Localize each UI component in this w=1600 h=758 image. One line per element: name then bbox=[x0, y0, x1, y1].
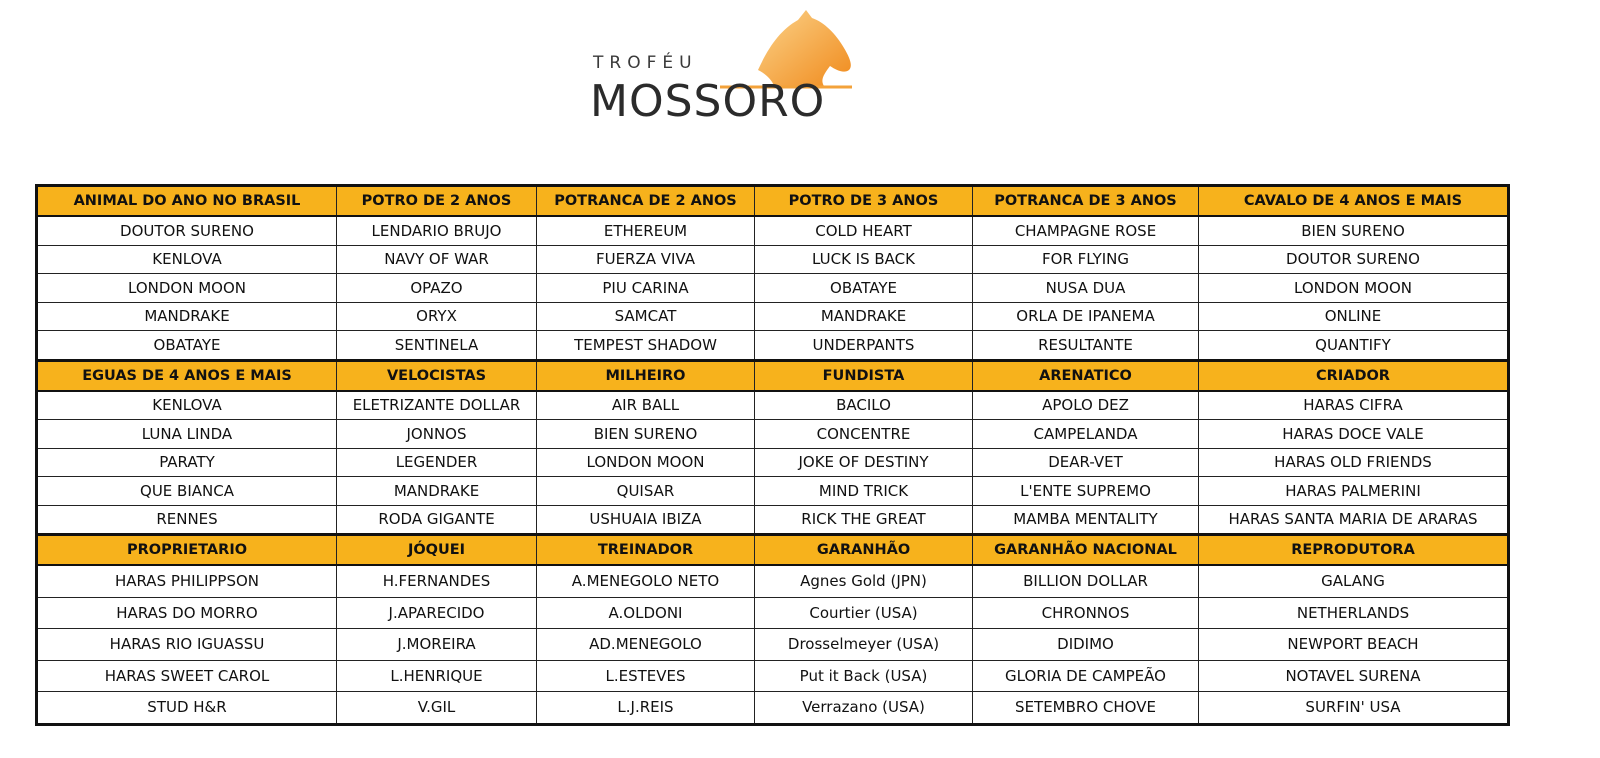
category-header: REPRODUTORA bbox=[1199, 535, 1509, 566]
table-cell: J.MOREIRA bbox=[337, 629, 537, 661]
table-cell: APOLO DEZ bbox=[973, 391, 1199, 420]
logo bbox=[590, 8, 860, 128]
table-cell: KENLOVA bbox=[37, 391, 337, 420]
table-cell: HARAS PHILIPPSON bbox=[37, 565, 337, 597]
category-header: GARANHÃO NACIONAL bbox=[973, 535, 1199, 566]
table-cell: MANDRAKE bbox=[755, 302, 973, 331]
category-header: ANIMAL DO ANO NO BRASIL bbox=[37, 186, 337, 217]
table-cell: GALANG bbox=[1199, 565, 1509, 597]
table-cell: COLD HEART bbox=[755, 216, 973, 245]
category-header: MILHEIRO bbox=[537, 360, 755, 391]
table-cell: TEMPEST SHADOW bbox=[537, 331, 755, 361]
table-cell: ETHEREUM bbox=[537, 216, 755, 245]
table-cell: STUD H&R bbox=[37, 692, 337, 725]
table-cell: MANDRAKE bbox=[337, 477, 537, 506]
category-header: VELOCISTAS bbox=[337, 360, 537, 391]
table-cell: HARAS DOCE VALE bbox=[1199, 420, 1509, 449]
table-cell: RESULTANTE bbox=[973, 331, 1199, 361]
table-row bbox=[37, 391, 1509, 420]
table-cell: NEWPORT BEACH bbox=[1199, 629, 1509, 661]
table-row bbox=[37, 505, 1509, 535]
table-cell: BILLION DOLLAR bbox=[973, 565, 1199, 597]
table-cell: HARAS RIO IGUASSU bbox=[37, 629, 337, 661]
table-cell: ONLINE bbox=[1199, 302, 1509, 331]
table-cell: JONNOS bbox=[337, 420, 537, 449]
table-cell: CHRONNOS bbox=[973, 597, 1199, 629]
table-cell: HARAS PALMERINI bbox=[1199, 477, 1509, 506]
table-row bbox=[37, 331, 1509, 361]
category-header: CAVALO DE 4 ANOS E MAIS bbox=[1199, 186, 1509, 217]
table-cell: Verrazano (USA) bbox=[755, 692, 973, 725]
table-cell: A.MENEGOLO NETO bbox=[537, 565, 755, 597]
category-header: FUNDISTA bbox=[755, 360, 973, 391]
table-cell: NUSA DUA bbox=[973, 274, 1199, 303]
logo-main-text: MOSSORO bbox=[590, 76, 826, 127]
table-cell: QUISAR bbox=[537, 477, 755, 506]
section-2 bbox=[37, 360, 1509, 535]
table-cell: SENTINELA bbox=[337, 331, 537, 361]
table-cell: QUANTIFY bbox=[1199, 331, 1509, 361]
table-cell: A.OLDONI bbox=[537, 597, 755, 629]
section-header-row bbox=[37, 360, 1509, 391]
table-row bbox=[37, 274, 1509, 303]
table-cell: MIND TRICK bbox=[755, 477, 973, 506]
table-cell: LONDON MOON bbox=[1199, 274, 1509, 303]
table-row bbox=[37, 629, 1509, 661]
table-cell: LONDON MOON bbox=[37, 274, 337, 303]
category-header: POTRO DE 2 ANOS bbox=[337, 186, 537, 217]
table-cell: CAMPELANDA bbox=[973, 420, 1199, 449]
table-cell: RICK THE GREAT bbox=[755, 505, 973, 535]
table-cell: BIEN SURENO bbox=[537, 420, 755, 449]
table-row bbox=[37, 660, 1509, 692]
table-cell: OBATAYE bbox=[755, 274, 973, 303]
section-3 bbox=[37, 535, 1509, 725]
table-cell: QUE BIANCA bbox=[37, 477, 337, 506]
table-cell: Courtier (USA) bbox=[755, 597, 973, 629]
table-cell: OPAZO bbox=[337, 274, 537, 303]
table-cell: LEGENDER bbox=[337, 448, 537, 477]
table-cell: LUNA LINDA bbox=[37, 420, 337, 449]
table-cell: HARAS OLD FRIENDS bbox=[1199, 448, 1509, 477]
table-cell: L.J.REIS bbox=[537, 692, 755, 725]
category-header: GARANHÃO bbox=[755, 535, 973, 566]
category-header: POTRO DE 3 ANOS bbox=[755, 186, 973, 217]
table-cell: Put it Back (USA) bbox=[755, 660, 973, 692]
table-cell: FUERZA VIVA bbox=[537, 245, 755, 274]
table-row bbox=[37, 245, 1509, 274]
table-cell: ELETRIZANTE DOLLAR bbox=[337, 391, 537, 420]
table-cell: ORLA DE IPANEMA bbox=[973, 302, 1199, 331]
logo-top-text: TROFÉU bbox=[593, 53, 698, 73]
table-cell: BACILO bbox=[755, 391, 973, 420]
table-cell: NAVY OF WAR bbox=[337, 245, 537, 274]
table-cell: AIR BALL bbox=[537, 391, 755, 420]
section-header-row bbox=[37, 535, 1509, 566]
awards-table bbox=[35, 184, 1510, 726]
table-cell: PARATY bbox=[37, 448, 337, 477]
table-cell: USHUAIA IBIZA bbox=[537, 505, 755, 535]
table-cell: J.APARECIDO bbox=[337, 597, 537, 629]
category-header: TREINADOR bbox=[537, 535, 755, 566]
table-row bbox=[37, 216, 1509, 245]
table-cell: NOTAVEL SURENA bbox=[1199, 660, 1509, 692]
category-header: ARENATICO bbox=[973, 360, 1199, 391]
table-cell: LONDON MOON bbox=[537, 448, 755, 477]
table-cell: HARAS CIFRA bbox=[1199, 391, 1509, 420]
table-cell: RENNES bbox=[37, 505, 337, 535]
table-cell: AD.MENEGOLO bbox=[537, 629, 755, 661]
table-cell: BIEN SURENO bbox=[1199, 216, 1509, 245]
section-1 bbox=[37, 186, 1509, 361]
table-cell: LUCK IS BACK bbox=[755, 245, 973, 274]
table-cell: L'ENTE SUPREMO bbox=[973, 477, 1199, 506]
table-cell: SAMCAT bbox=[537, 302, 755, 331]
table-cell: RODA GIGANTE bbox=[337, 505, 537, 535]
table-cell: MAMBA MENTALITY bbox=[973, 505, 1199, 535]
table-cell: DIDIMO bbox=[973, 629, 1199, 661]
table-cell: Agnes Gold (JPN) bbox=[755, 565, 973, 597]
table-row bbox=[37, 420, 1509, 449]
table-cell: MANDRAKE bbox=[37, 302, 337, 331]
category-header: JÓQUEI bbox=[337, 535, 537, 566]
table-cell: PIU CARINA bbox=[537, 274, 755, 303]
table-cell: V.GIL bbox=[337, 692, 537, 725]
table-cell: SETEMBRO CHOVE bbox=[973, 692, 1199, 725]
table-cell: GLORIA DE CAMPEÃO bbox=[973, 660, 1199, 692]
table-cell: H.FERNANDES bbox=[337, 565, 537, 597]
table-row bbox=[37, 448, 1509, 477]
table-cell: KENLOVA bbox=[37, 245, 337, 274]
category-header: POTRANCA DE 2 ANOS bbox=[537, 186, 755, 217]
section-header-row bbox=[37, 186, 1509, 217]
category-header: EGUAS DE 4 ANOS E MAIS bbox=[37, 360, 337, 391]
table-row bbox=[37, 692, 1509, 725]
table-cell: HARAS SANTA MARIA DE ARARAS bbox=[1199, 505, 1509, 535]
table-cell: L.ESTEVES bbox=[537, 660, 755, 692]
table-row bbox=[37, 302, 1509, 331]
table-cell: SURFIN' USA bbox=[1199, 692, 1509, 725]
table-cell: Drosselmeyer (USA) bbox=[755, 629, 973, 661]
table-row bbox=[37, 597, 1509, 629]
table-cell: LENDARIO BRUJO bbox=[337, 216, 537, 245]
table-cell: UNDERPANTS bbox=[755, 331, 973, 361]
table-row bbox=[37, 477, 1509, 506]
table-cell: HARAS DO MORRO bbox=[37, 597, 337, 629]
table-cell: CONCENTRE bbox=[755, 420, 973, 449]
table-cell: CHAMPAGNE ROSE bbox=[973, 216, 1199, 245]
table-cell: OBATAYE bbox=[37, 331, 337, 361]
table-cell: HARAS SWEET CAROL bbox=[37, 660, 337, 692]
table-cell: DOUTOR SURENO bbox=[1199, 245, 1509, 274]
table-cell: JOKE OF DESTINY bbox=[755, 448, 973, 477]
table-cell: FOR FLYING bbox=[973, 245, 1199, 274]
category-header: PROPRIETARIO bbox=[37, 535, 337, 566]
table-cell: DOUTOR SURENO bbox=[37, 216, 337, 245]
table-row bbox=[37, 565, 1509, 597]
table-cell: DEAR-VET bbox=[973, 448, 1199, 477]
category-header: CRIADOR bbox=[1199, 360, 1509, 391]
table-cell: L.HENRIQUE bbox=[337, 660, 537, 692]
table-cell: NETHERLANDS bbox=[1199, 597, 1509, 629]
category-header: POTRANCA DE 3 ANOS bbox=[973, 186, 1199, 217]
table-cell: ORYX bbox=[337, 302, 537, 331]
